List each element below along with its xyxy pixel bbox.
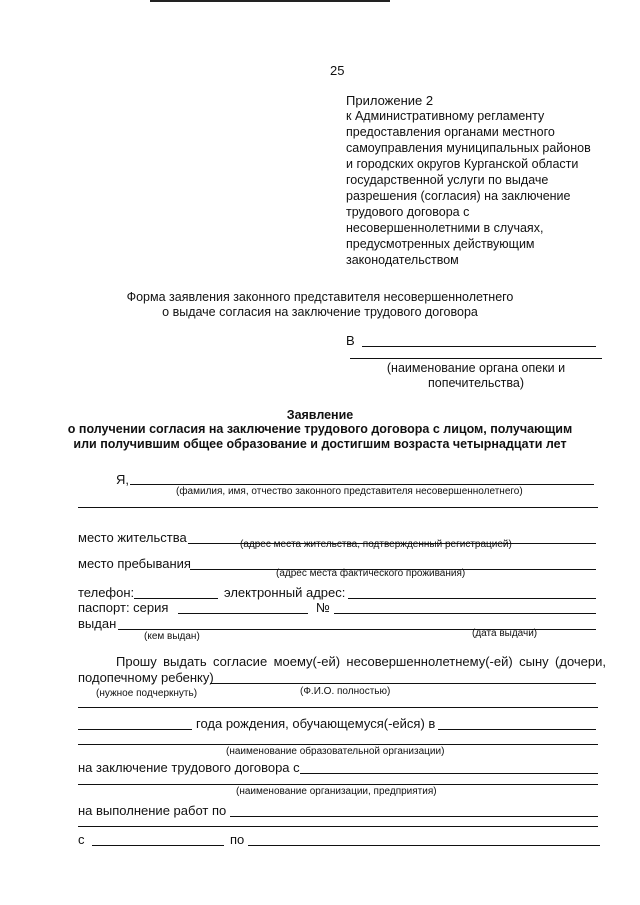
applicant-label: Я, (116, 472, 129, 487)
request-line1: Прошу выдать согласие моему(-ей) несовершеннолетнему(-ей) сыну (дочери, (116, 654, 606, 669)
passport-series-field[interactable] (178, 613, 308, 614)
to-date-field[interactable] (248, 845, 600, 846)
birth-year-field[interactable] (78, 729, 192, 730)
residence-hint: (адрес места жительства, подтвержденный регистрацией) (240, 539, 512, 550)
passport-series-label: паспорт: серия (78, 600, 169, 615)
appendix-line: государственной услуги по выдаче (346, 173, 549, 187)
page-number: 25 (330, 63, 345, 78)
contract-label: на заключение трудового договора с (78, 760, 300, 775)
appendix-title: Приложение 2 (346, 93, 434, 108)
addressee-hint-2: попечительства) (427, 376, 525, 390)
employer-field[interactable] (300, 773, 598, 774)
appendix-line: разрешения (согласия) на заключение (346, 189, 571, 203)
request-line2: подопечному ребенку) (78, 670, 214, 685)
appendix-line: трудового договора с (346, 205, 470, 219)
email-label: электронный адрес: (224, 585, 346, 600)
passport-number-field[interactable] (334, 613, 596, 614)
to-label: по (230, 832, 245, 847)
school-field[interactable] (438, 729, 596, 730)
birth-year-text: года рождения, обучающемуся(-ейся) в (196, 716, 436, 731)
issued-label: выдан (78, 616, 117, 631)
stay-label: место пребывания (78, 556, 191, 571)
statement-heading: Заявление (286, 408, 354, 422)
appendix-line: и городских округов Курганской области (346, 157, 579, 171)
issue-date-hint: (дата выдачи) (472, 628, 538, 639)
appendix-line: законодательством (346, 253, 459, 267)
passport-number-label: № (316, 600, 330, 615)
child-name-field[interactable] (210, 683, 596, 684)
appendix-line: самоуправления муниципальных районов (346, 141, 591, 155)
addressee-field[interactable] (362, 346, 596, 347)
child-name-field-2[interactable] (78, 707, 598, 708)
phone-field[interactable] (134, 598, 218, 599)
work-field[interactable] (230, 816, 598, 817)
employer-hint: (наименование организации, предприятия) (236, 786, 437, 797)
addressee-prefix: В (346, 333, 355, 348)
applicant-name-field-2[interactable] (78, 507, 598, 508)
phone-label: телефон: (78, 585, 135, 600)
applicant-name-field[interactable] (130, 484, 594, 485)
addressee-field-2[interactable] (350, 358, 602, 359)
appendix-line: несовершеннолетними в случаях, (346, 221, 544, 235)
work-label: на выполнение работ по (78, 803, 227, 818)
residence-label: место жительства (78, 530, 187, 545)
school-field-2[interactable] (78, 744, 598, 745)
underline-hint: (нужное подчеркнуть) (96, 688, 198, 699)
stay-hint: (адрес места фактического проживания) (276, 568, 466, 579)
applicant-name-hint: (фамилия, имя, отчество законного представителя несовершеннолетнего) (176, 486, 523, 497)
email-field[interactable] (348, 598, 596, 599)
appendix-line: предусмотренных действующим (346, 237, 535, 251)
from-label: с (78, 832, 85, 847)
child-name-hint: (Ф.И.О. полностью) (300, 686, 391, 697)
employer-field-2[interactable] (78, 784, 598, 785)
appendix-line: предоставления органами местного (346, 125, 555, 139)
statement-line1: о получении согласия на заключение трудового договора с лицом, получающим (67, 422, 573, 436)
work-field-2[interactable] (78, 826, 598, 827)
addressee-hint-1: (наименование органа опеки и (386, 361, 566, 375)
from-date-field[interactable] (92, 845, 224, 846)
school-hint: (наименование образовательной организации) (226, 746, 445, 757)
appendix-line: к Административному регламенту (346, 109, 545, 123)
scan-top-edge (0, 0, 640, 3)
form-title-line1: Форма заявления законного представителя несовершеннолетнего (126, 290, 514, 304)
statement-line2: или получившим общее образование и достигшим возраста четырнадцати лет (73, 437, 567, 451)
form-title-line2: о выдаче согласия на заключение трудового договора (162, 305, 478, 319)
issued-by-hint: (кем выдан) (144, 631, 200, 642)
